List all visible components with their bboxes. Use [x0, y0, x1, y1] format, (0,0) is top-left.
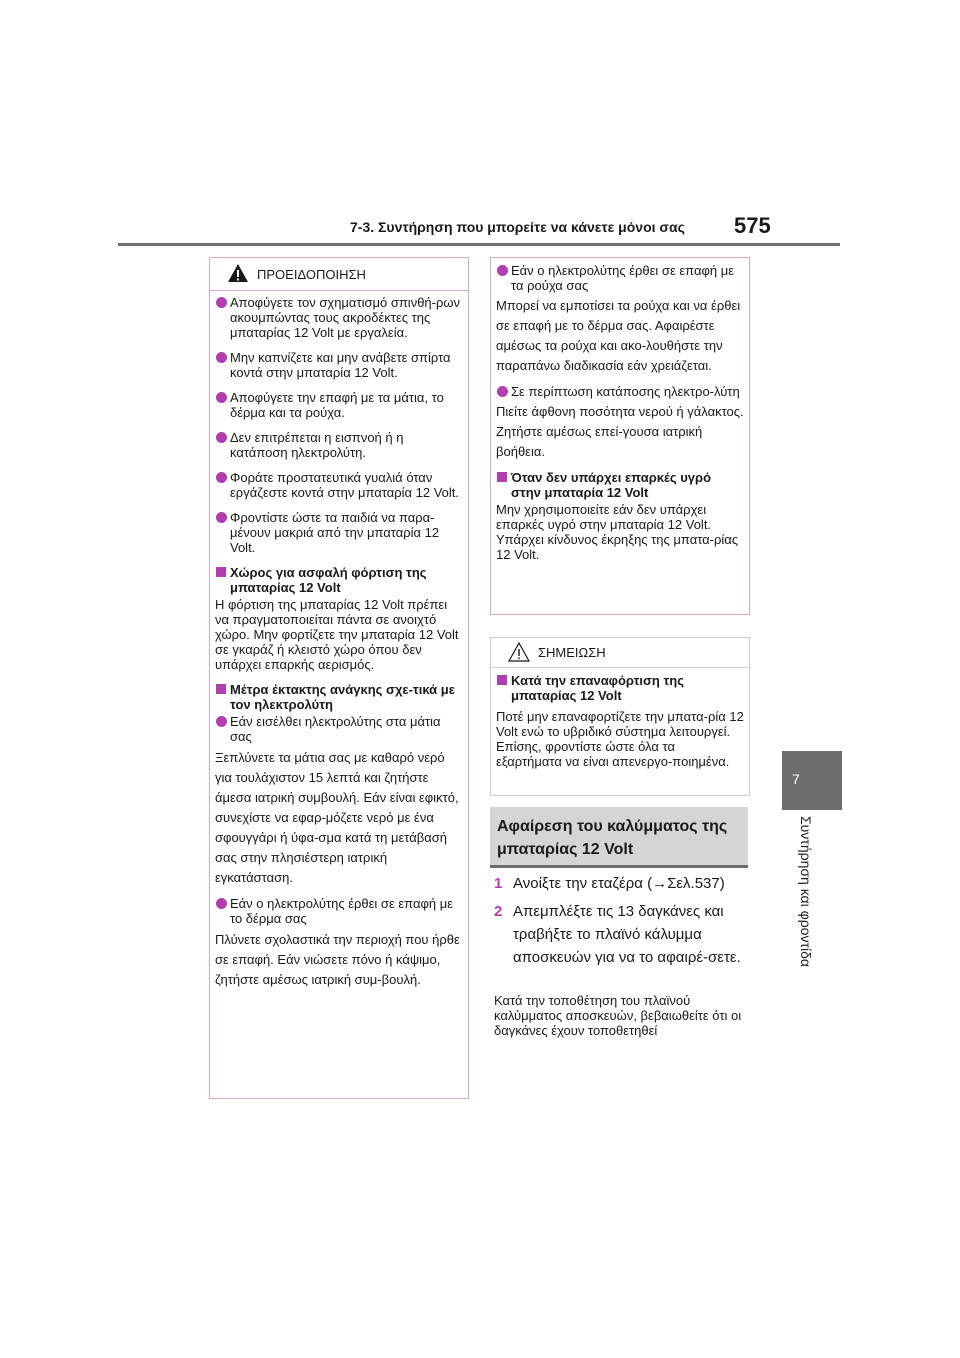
warning-content [215, 295, 463, 998]
warning-bullet: Φροντίστε ώστε τα παιδιά να παρα-μένουν μακριά από την μπαταρία 12 Volt. [215, 510, 463, 555]
step-number: 1 [494, 875, 503, 892]
bullet-dot-icon [216, 392, 227, 403]
notice-content [496, 673, 744, 779]
square-bullet-icon [497, 675, 507, 685]
page-number: 575 [734, 213, 771, 238]
fluid-heading: Όταν δεν υπάρχει επαρκές υγρό στην μπαταρία 12 Volt [496, 470, 744, 500]
bullet-dot-icon [216, 512, 227, 523]
safe-charging-text: Η φόρτιση της μπαταρίας 12 Volt πρέπει να πραγματοποιείται πάντα σε ανοιχτό χώρο. Μην φορτίζετε την μπαταρία 12 Volt σε γκαράζ ή κλειστό χώρο όπου δεν υπάρχει επαρκής αερισμός. [215, 597, 459, 672]
recharge-text: Ποτέ μην επαναφορτίζετε την μπατα-ρία 12 Volt ενώ το υβριδικό σύστημα λειτουργεί. Επίσης, φροντίστε ώστε όλα τα εξαρτήματα να είναι απενεργο-ποιημένα. [496, 709, 744, 769]
clothes-text: Μπορεί να εμποτίσει τα ρούχα και να έρθει σε επαφή με το δέρμα σας. Αφαιρέστε αμέσως τα ρούχα και ακο-λουθήστε την παραπάνω διαδικασία εάν χρειάζεται. [496, 298, 741, 373]
warning-box-header [210, 258, 468, 291]
eyes-bullet: Εάν εισέλθει ηλεκτρολύτης στα μάτια σας [215, 714, 463, 744]
warning-bullet: Αποφύγετε τον σχηματισμό σπινθή-ρων ακουμπώντας τους ακροδέκτες της μπαταρίας 12 Volt με εργαλεία. [215, 295, 463, 340]
square-bullet-icon [216, 567, 226, 577]
step-1 [494, 872, 754, 896]
clothes-bullet: Εάν ο ηλεκτρολύτης έρθει σε επαφή με τα ρούχα σας [496, 263, 744, 293]
section-title: 7-3. Συντήρηση που μπορείτε να κάνετε μόνοι σας [350, 219, 685, 235]
bullet-dot-icon [497, 386, 508, 397]
recharge-heading: Κατά την επαναφόρτιση της μπαταρίας 12 Volt [496, 673, 744, 703]
bullet-dot-icon [216, 352, 227, 363]
warning-bullet: Αποφύγετε την επαφή με τα μάτια, το δέρμα και τα ρούχα. [215, 390, 463, 420]
notice-box [490, 637, 750, 796]
bullet-dot-icon [216, 472, 227, 483]
warning-triangle-icon [227, 263, 249, 283]
safe-charging-heading: Χώρος για ασφαλή φόρτιση της μπαταρίας 12 Volt [215, 565, 463, 595]
bullet-dot-icon [216, 716, 227, 727]
swallow-text: Πιείτε άφθονη ποσότητα νερού ή γάλακτος. Ζητήστε αμέσως επεί-γουσα ιατρική βοήθεια. [496, 404, 744, 459]
continuation-content [496, 263, 744, 572]
step-number: 2 [494, 903, 503, 920]
bullet-dot-icon [216, 432, 227, 443]
warning-bullet: Μην καπνίζετε και μην ανάβετε σπίρτα κοντά στην μπαταρία 12 Volt. [215, 350, 463, 380]
emergency-heading: Μέτρα έκτακτης ανάγκης σχε-τικά με τον ηλεκτρολύτη [215, 682, 463, 712]
swallow-bullet: Σε περίπτωση κατάποσης ηλεκτρο-λύτη [496, 384, 744, 399]
chapter-tab [782, 751, 842, 810]
bullet-dot-icon [497, 265, 508, 276]
warning-bullet: Δεν επιτρέπεται η εισπνοή ή η κατάποση ηλεκτρολύτη. [215, 430, 463, 460]
notice-box-header [491, 638, 749, 668]
installation-note: Κατά την τοποθέτηση του πλαϊνού καλύμματος αποσκευών, βεβαιωθείτε ότι οι δαγκάνες έχουν τοποθετηθεί [494, 993, 742, 1038]
square-bullet-icon [497, 472, 507, 482]
warning-bullet: Φοράτε προστατευτικά γυαλιά όταν εργάζεστε κοντά στην μπαταρία 12 Volt. [215, 470, 463, 500]
warning-continuation-box [490, 257, 750, 615]
notice-triangle-icon [508, 642, 530, 662]
header-rule [118, 243, 840, 246]
skin-bullet: Εάν ο ηλεκτρολύτης έρθει σε επαφή με το δέρμα σας [215, 896, 463, 926]
eyes-text: Ξεπλύνετε τα μάτια σας με καθαρό νερό για τουλάχιστον 15 λεπτά και ζητήστε άμεσα ιατρική συμβουλή. Εάν είναι εφικτό, συνεχίστε να εφαρ-μόζετε νερό με ένα σφουγγάρι ή ύφα-σμα κατά τη μετάβασή σας στην πλησιέστερη ιατρική εγκατάσταση. [215, 750, 459, 885]
fluid-text: Μην χρησιμοποιείτε εάν δεν υπάρχει επαρκές υγρό στην μπαταρία 12 Volt. Υπάρχει κίνδυνος έκρηξης της μπατα-ρίας 12 Volt. [496, 502, 739, 562]
notice-title: ΣΗΜΕΙΩΣΗ [538, 645, 606, 660]
warning-title: ΠΡΟΕΙΔΟΠΟΙΗΣΗ [257, 267, 366, 282]
chapter-title: Συντήρηση και φροντίδα [798, 816, 814, 967]
skin-text: Πλύνετε σχολαστικά την περιοχή που ήρθε σε επαφή. Εάν νιώσετε πόνο ή κάψιμο, ζητήστε αμέσως ιατρική συμ-βουλή. [215, 932, 460, 987]
step-text: Ανοίξτε την εταζέρα (→Σελ.537) [513, 875, 725, 892]
removal-heading: Αφαίρεση του καλύμματος της μπαταρίας 12 Volt [490, 807, 748, 868]
bullet-dot-icon [216, 898, 227, 909]
warning-box [209, 257, 469, 1099]
bullet-dot-icon [216, 297, 227, 308]
step-2 [494, 900, 754, 992]
chapter-number: 7 [792, 771, 800, 787]
square-bullet-icon [216, 684, 226, 694]
step-text: Απεμπλέξτε τις 13 δαγκάνες και τραβήξτε το πλαϊνό κάλυμμα αποσκευών για να το αφαιρέ-σετε. [513, 903, 741, 966]
